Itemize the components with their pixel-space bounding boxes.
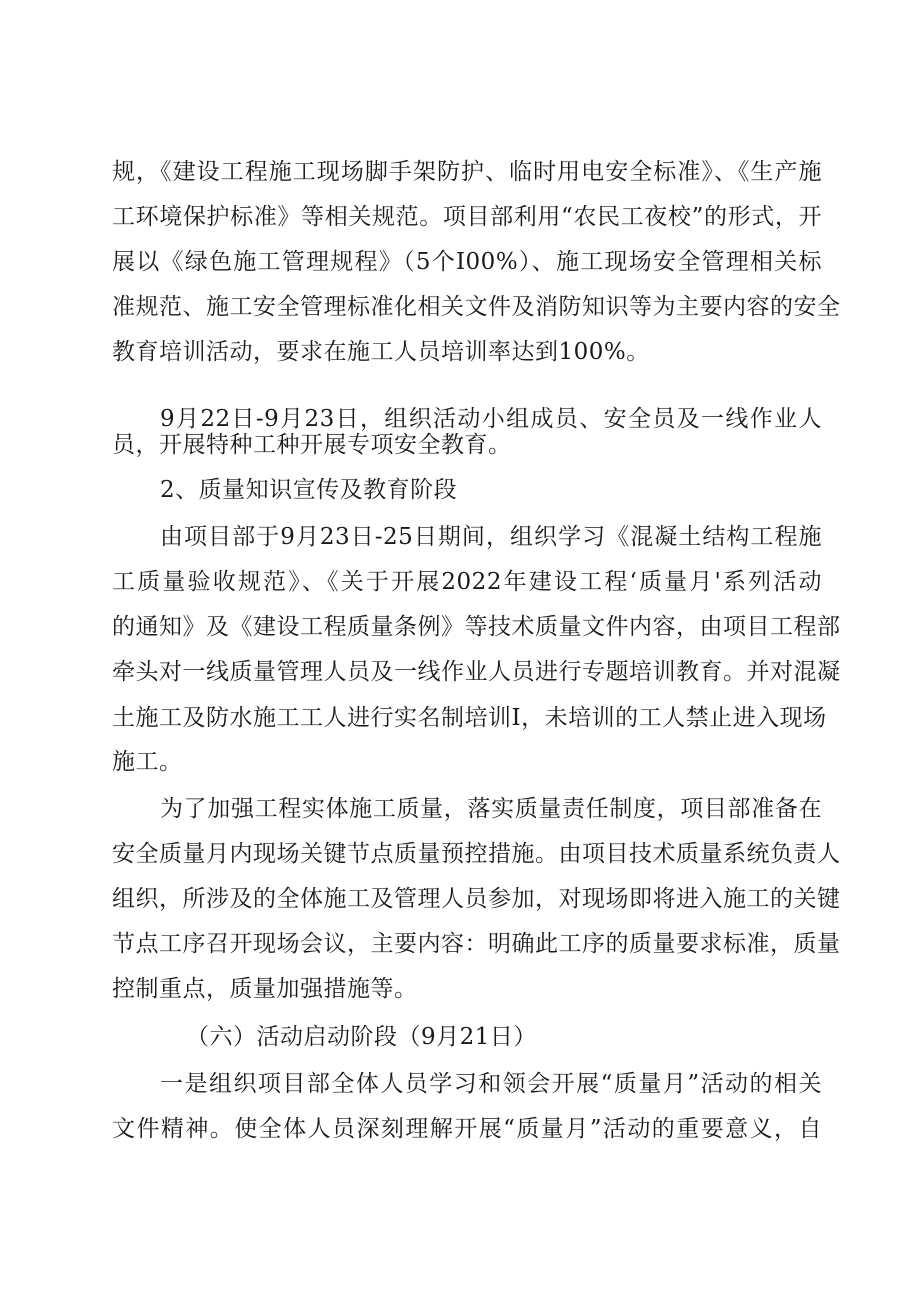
section-heading: 2、质量知识宣传及教育阶段 [160, 477, 458, 503]
text-line: 准规范、施工安全管理标准化相关文件及消防知识等为主要内容的安全 [112, 294, 841, 320]
text-line: 工质量验收规范》、《关于开展2022年建设工程‘质量月'系列活动 [112, 569, 822, 595]
text-line: 节点工序召开现场会议，主要内容：明确此工序的质量要求标准，质量 [112, 931, 841, 957]
paragraph-start-line: 为了加强工程实体施工质量，落实质量责任制度，项目部准备在 [160, 796, 822, 822]
text-line: 教育培训活动，要求在施工人员培训率达到100%。 [112, 339, 650, 365]
text-line: 的通知》及《建设工程质量条例》等技术质量文件内容，由项目工程部 [112, 614, 841, 640]
section-heading: （六）活动启动阶段（9月21日） [186, 1024, 537, 1050]
text-line: 土施工及防水施工工人进行实名制培训I，未培训的工人禁止进入现场 [112, 705, 827, 731]
text-line: 控制重点，质量加强措施等。 [112, 976, 418, 1002]
text-line: 展以《绿色施工管理规程》（5个I00%）、施工现场安全管理相关标 [112, 249, 822, 275]
paragraph-start-line: 9月22日-9月23日，组织活动小组成员、安全员及一线作业人 [160, 406, 822, 432]
paragraph-start-line: 一是组织项目部全体人员学习和领会开展“质量月”活动的相关 [160, 1071, 822, 1097]
text-line: 安全质量月内现场关键节点质量预控措施。由项目技术质量系统负责人 [112, 841, 841, 867]
text-line: 组织，所涉及的全体施工及管理人员参加，对现场即将进入施工的关键 [112, 886, 841, 912]
text-line: 工环境保护标准》等相关规范。项目部利用“农民工夜校”的形式，开 [112, 204, 822, 230]
text-line: 规，《建设工程施工现场脚手架防护、临时用电安全标准》、《生产施 [112, 159, 822, 185]
text-line: 施工。 [112, 749, 183, 775]
paragraph-start-line: 由项目部于9月23日-25日期间，组织学习《混凝土结构工程施 [160, 524, 822, 550]
text-line: 员，开展特种工种开展专项安全教育。 [112, 432, 512, 458]
text-line: 文件精神。使全体人员深刻理解开展“质量月”活动的重要意义，自 [112, 1116, 822, 1142]
text-line: 牵头对一线质量管理人员及一线作业人员进行专题培训教育。并对混凝 [112, 659, 841, 685]
